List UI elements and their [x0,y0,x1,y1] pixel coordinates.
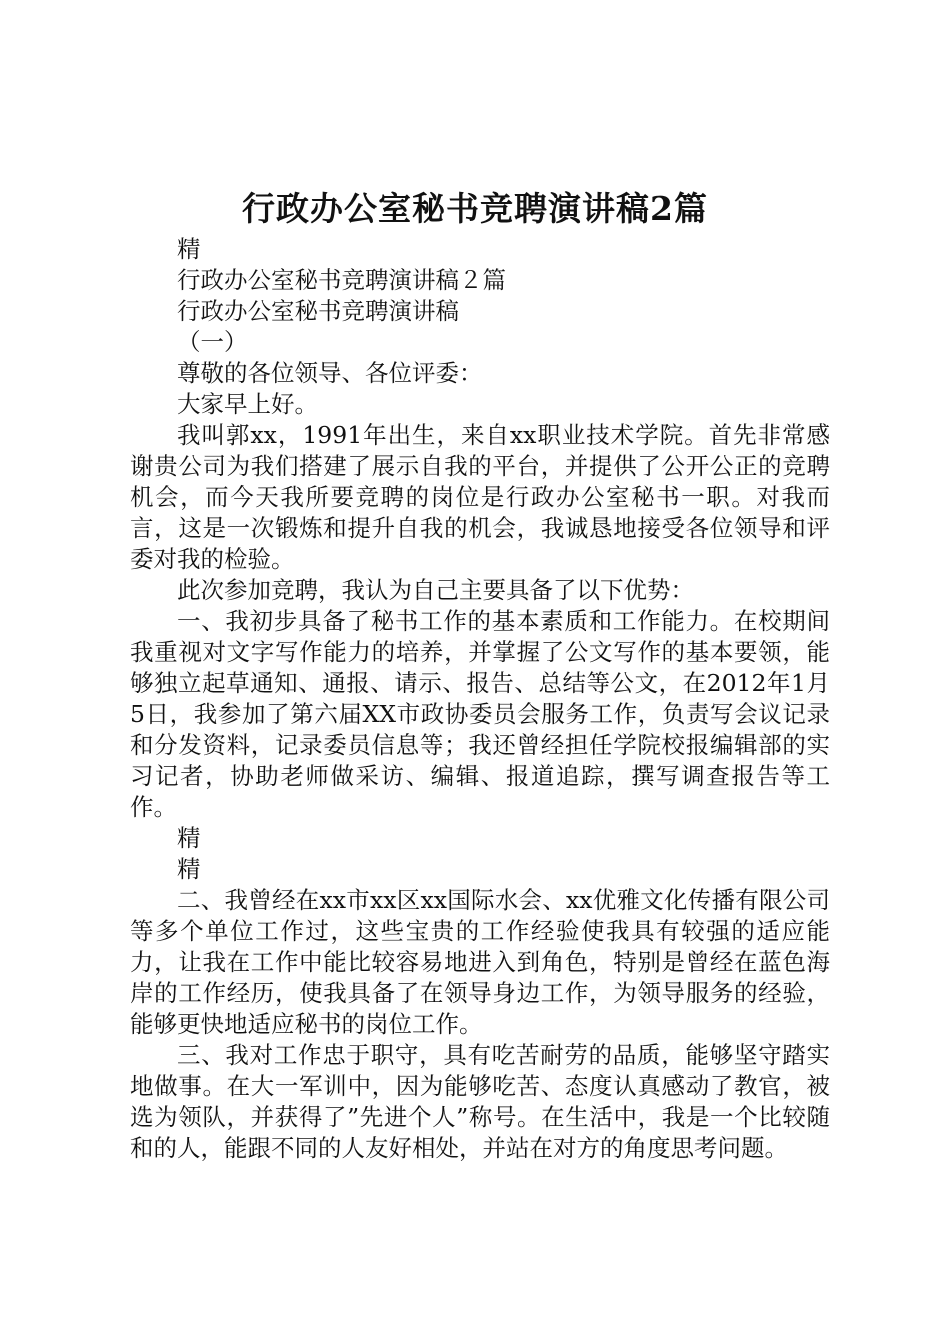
document-body [130,234,830,1164]
document-title: 行政办公室秘书竞聘演讲稿2篇 [242,189,708,228]
part-heading: （一） [177,328,248,356]
subtitle-line-1: 行政办公室秘书竞聘演讲稿２篇 [177,266,506,294]
advantages-paragraph: 此次参加竞聘，我认为自己主要具备了以下优势： [177,576,694,604]
intro-paragraph: 我叫郭xx，1991年出生，来自xx职业技术学院。首先非常感谢贵公司为我们搭建了展示自我的平台，并提供了公开公正的竞聘机会，而今天我所要竞聘的岗位是行政办公室秘书一职。对我而言，这是一次锻炼和提升自我的机会，我诚恳地接受各位领导和评委对我的检验。 [130,421,830,573]
watermark-jing: 精 [177,824,201,852]
morning-line: 大家早上好。 [177,390,318,418]
point-three-paragraph: 三、我对工作忠于职守，具有吃苦耐劳的品质，能够坚守踏实地做事。在大一军训中，因为能够吃苦、态度认真感动了教官，被选为领队，并获得了”先进个人”称号。在生活中，我是一个比较随和的人，能跟不同的人友好相处，并站在对方的角度思考问题。 [130,1041,830,1162]
greeting-line: 尊敬的各位领导、各位评委： [177,359,483,387]
point-two-paragraph: 二、我曾经在xx市xx区xx国际水会、xx优雅文化传播有限公司等多个单位工作过，这些宝贵的工作经验使我具有较强的适应能力，让我在工作中能比较容易地进入到角色，特别是曾经在蓝色海岸的工作经历，使我具备了在领导身边工作，为领导服务的经验，能够更快地适应秘书的岗位工作。 [130,886,830,1038]
watermark-jing: 精 [177,235,201,263]
watermark-jing: 精 [177,855,201,883]
point-one-paragraph: 一、我初步具备了秘书工作的基本素质和工作能力。在校期间我重视对文字写作能力的培养，并掌握了公文写作的基本要领，能够独立起草通知、通报、请示、报告、总结等公文，在2012年1月5日，我参加了第六届XX市政协委员会服务工作，负责写会议记录和分发资料，记录委员信息等；我还曾经担任学院校报编辑部的实习记者，协助老师做采访、编辑、报道追踪，撰写调查报告等工作。 [130,607,830,821]
subtitle-line-2: 行政办公室秘书竞聘演讲稿 [177,297,459,325]
